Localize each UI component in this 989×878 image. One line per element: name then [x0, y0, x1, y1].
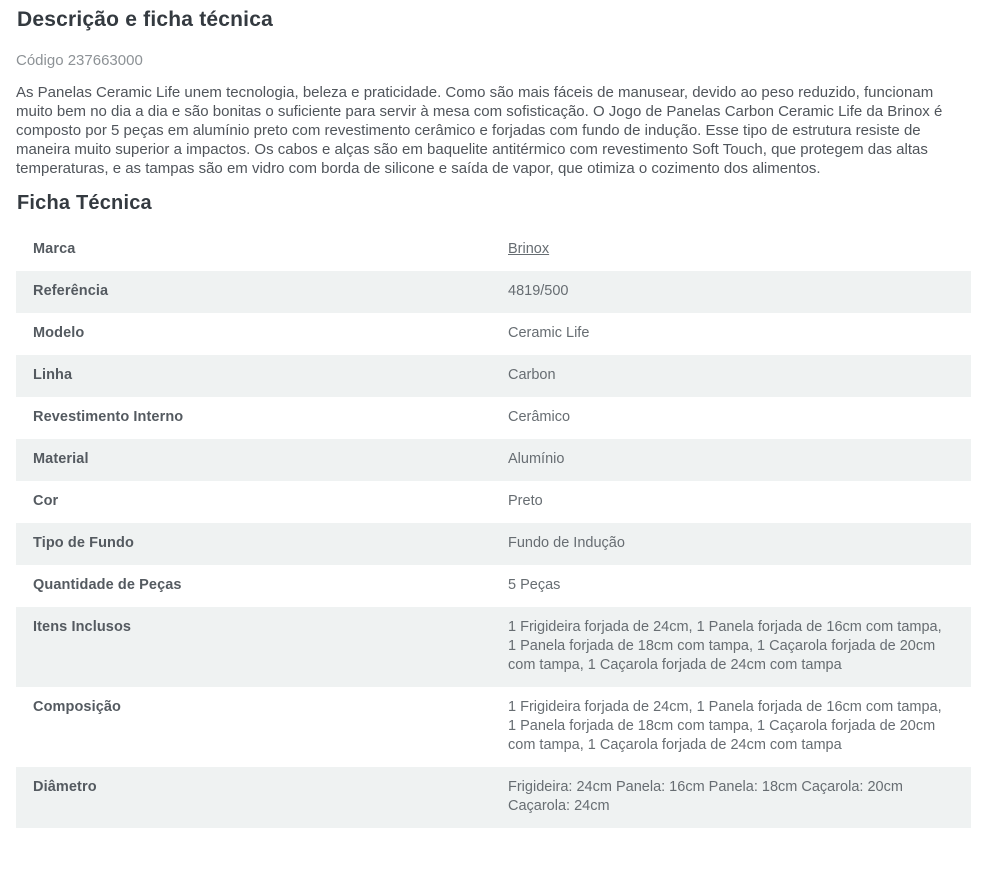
- spec-row: [16, 523, 971, 565]
- spec-label: Diâmetro: [33, 779, 97, 795]
- spec-label: Composição: [33, 699, 122, 715]
- spec-row: [16, 355, 971, 397]
- spec-value: Cerâmico: [508, 409, 571, 425]
- brand-link[interactable]: Brinox: [508, 241, 550, 257]
- spec-table: [16, 229, 971, 828]
- spec-label: Material: [33, 451, 89, 467]
- product-description: As Panelas Ceramic Life unem tecnologia, beleza e praticidade. Como são mais fáceis de manusear, devido ao peso reduzido, funcionam muito bem no dia a dia e são bonitas o suficiente para servir à mesa com sofisticação. O Jogo de Panelas Carbon Ceramic Life da Brinox é composto por 5 peças em alumínio preto com revestimento cerâmico e forjadas com fundo de indução. Esse tipo de estrutura resiste de maneira muito superior a impactos. Os cabos e alças são em baquelite antitérmico com revestimento Soft Touch, que protegem das altas temperaturas, e as tampas são em vidro com borda de silicone e saída de vapor, que otimiza o cozimento dos alimentos.: [16, 84, 943, 177]
- page-title: Descrição e ficha técnica: [17, 8, 273, 31]
- spec-label: Revestimento Interno: [33, 409, 184, 425]
- spec-value: Ceramic Life: [508, 325, 590, 341]
- spec-label: Referência: [33, 283, 109, 299]
- spec-value: [508, 240, 946, 259]
- spec-row: [16, 313, 971, 355]
- spec-row: [16, 481, 971, 523]
- spec-value: Preto: [508, 493, 543, 509]
- spec-row: [16, 607, 971, 687]
- spec-value: 1 Frigideira forjada de 24cm, 1 Panela forjada de 16cm com tampa, 1 Panela forjada de 18cm com tampa, 1 Caçarola forjada de 20cm com tampa, 1 Caçarola forjada de 24cm com tampa: [508, 699, 942, 753]
- spec-row: [16, 687, 971, 767]
- spec-value: Carbon: [508, 367, 556, 383]
- spec-label: Tipo de Fundo: [33, 535, 134, 551]
- spec-value: 5 Peças: [508, 577, 561, 593]
- spec-label: Linha: [33, 367, 73, 383]
- spec-label: Itens Inclusos: [33, 619, 132, 635]
- spec-row: [16, 439, 971, 481]
- section-title-ficha-tecnica: Ficha Técnica: [17, 192, 152, 214]
- spec-label: Cor: [33, 493, 59, 509]
- spec-row: [16, 229, 971, 271]
- spec-value: Frigideira: 24cm Panela: 16cm Panela: 18cm Caçarola: 20cm Caçarola: 24cm: [508, 779, 903, 814]
- spec-value: 1 Frigideira forjada de 24cm, 1 Panela forjada de 16cm com tampa, 1 Panela forjada de 18cm com tampa, 1 Caçarola forjada de 20cm com tampa, 1 Caçarola forjada de 24cm com tampa: [508, 619, 942, 673]
- spec-value: Alumínio: [508, 451, 565, 467]
- product-code: Código 237663000: [16, 52, 143, 69]
- spec-row: [16, 565, 971, 607]
- spec-row: [16, 767, 971, 828]
- spec-label: Quantidade de Peças: [33, 577, 182, 593]
- spec-row: [16, 397, 971, 439]
- spec-value: Fundo de Indução: [508, 535, 625, 551]
- spec-row: [16, 271, 971, 313]
- spec-label: Modelo: [33, 325, 85, 341]
- spec-value: 4819/500: [508, 283, 569, 299]
- spec-label: Marca: [33, 241, 76, 257]
